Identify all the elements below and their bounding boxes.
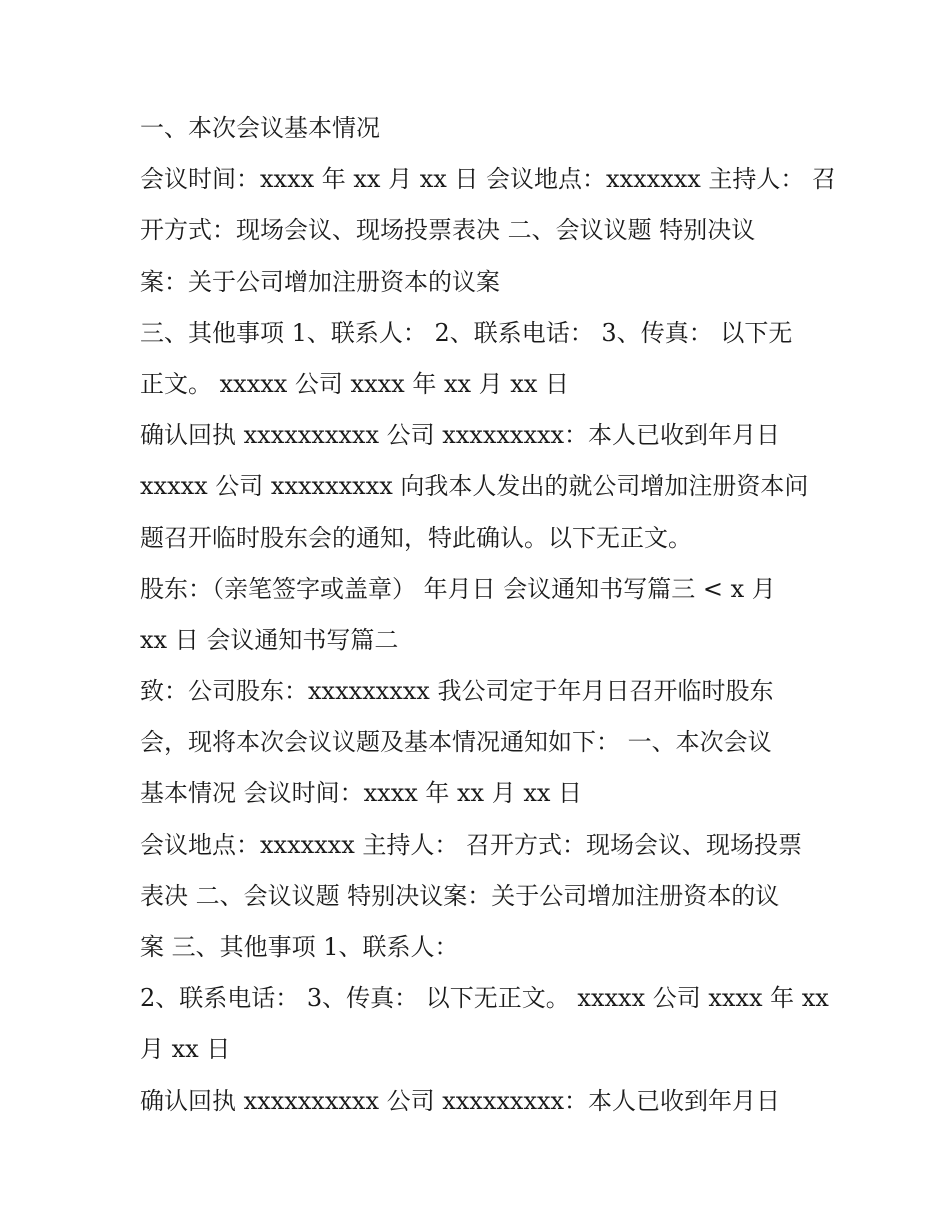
text-line: xxxxx 公司 xxxxxxxxx 向我本人发出的就公司增加注册资本问 <box>140 472 809 501</box>
text-line: 会议时间：xxxx 年 xx 月 xx 日 会议地点：xxxxxxx 主持人： 召 <box>140 165 837 194</box>
text-line: 表决 二、会议议题 特别决议案：关于公司增加注册资本的议 <box>140 881 780 910</box>
text-line: 一、本次会议基本情况 <box>140 114 380 142</box>
text-line: 基本情况 会议时间：xxxx 年 xx 月 xx 日 <box>140 779 583 808</box>
text-line: 案 三、其他事项 1、联系人： <box>140 933 459 961</box>
text-line: 月 xx 日 <box>140 1035 231 1064</box>
text-line: 开方式：现场会议、现场投票表决 二、会议议题 特别决议 <box>140 216 756 245</box>
text-line: xx 日 会议通知书写篇二 <box>140 625 399 654</box>
text-line: 确认回执 xxxxxxxxxx 公司 xxxxxxxxx：本人已收到年月日 <box>140 421 781 450</box>
text-line: 案：关于公司增加注册资本的议案 <box>140 267 500 296</box>
text-line: 题召开临时股东会的通知，特此确认。以下无正文。 <box>140 523 692 552</box>
text-line: 2、联系电话： 3、传真： 以下无正文。 xxxxx 公司 xxxx 年 xx <box>140 984 829 1013</box>
text-line: 正文。 xxxxx 公司 xxxx 年 xx 月 xx 日 <box>140 369 569 398</box>
text-line: 三、其他事项 1、联系人： 2、联系电话： 3、传真： 以下无 <box>140 318 793 347</box>
text-line: 致：公司股东：xxxxxxxxx 我公司定于年月日召开临时股东 <box>140 677 774 706</box>
text-line: 确认回执 xxxxxxxxxx 公司 xxxxxxxxx：本人已收到年月日 <box>140 1086 781 1115</box>
text-line: 股东：（亲笔签字或盖章） 年月日 会议通知书写篇三 < x 月 <box>140 574 776 603</box>
text-line: 会议地点：xxxxxxx 主持人： 召开方式：现场会议、现场投票 <box>140 830 803 859</box>
text-line: 会，现将本次会议议题及基本情况通知如下： 一、本次会议 <box>140 728 772 757</box>
document-body <box>140 103 837 1127</box>
